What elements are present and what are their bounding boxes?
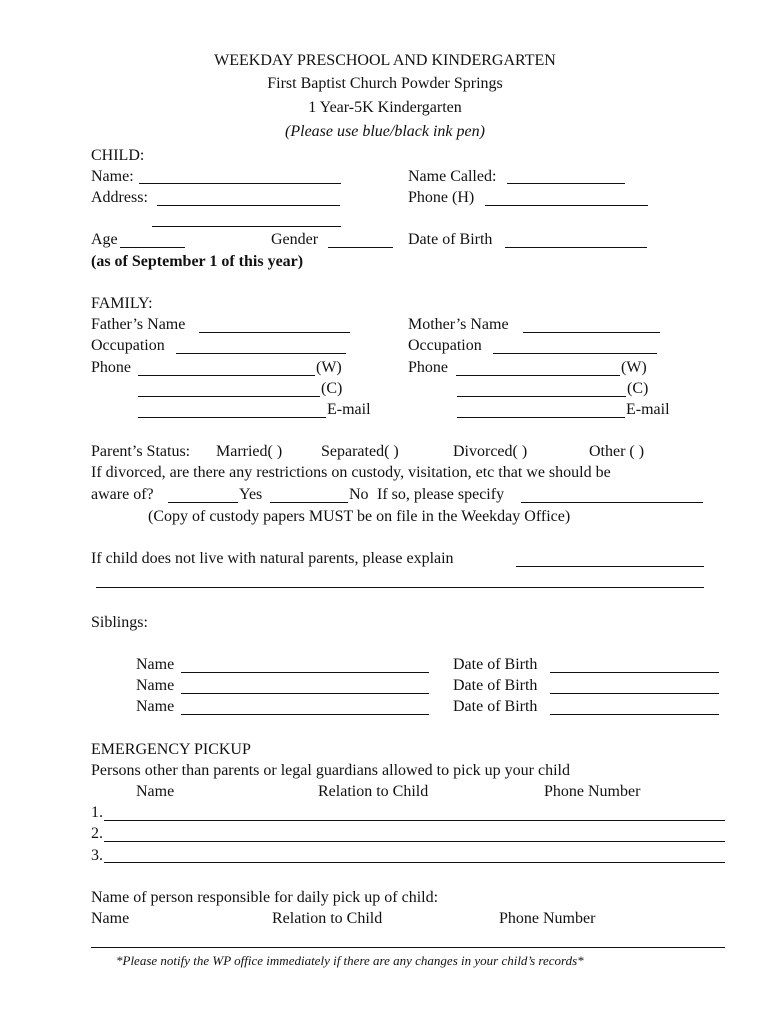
- sibling-2-dob-label: Date of Birth: [453, 677, 538, 694]
- phone-home-label: Phone (H): [408, 189, 475, 206]
- emergency-row-1-number: 1.: [91, 804, 103, 821]
- name-called-label: Name Called:: [408, 168, 497, 185]
- footer-note: *Please notify the WP office immediately if there are any changes in your child’s records*: [116, 953, 584, 968]
- daily-col-relation: Relation to Child: [272, 910, 383, 927]
- child-name-field[interactable]: [139, 183, 341, 184]
- mother-occupation-field[interactable]: [493, 353, 657, 354]
- phone-home-field[interactable]: [485, 205, 648, 206]
- family-heading: FAMILY:: [91, 295, 153, 312]
- name-called-field[interactable]: [507, 183, 625, 184]
- sibling-2-name-label: Name: [136, 677, 175, 694]
- age-label: Age: [91, 231, 118, 248]
- father-work-suffix: (W): [316, 359, 342, 376]
- custody-papers-note: (Copy of custody papers MUST be on file in the Weekday Office): [148, 508, 571, 525]
- mother-work-suffix: (W): [621, 359, 647, 376]
- daily-pickup-field[interactable]: [91, 947, 725, 948]
- sibling-3-dob-field[interactable]: [550, 714, 719, 715]
- mother-phone-label: Phone: [408, 359, 448, 376]
- sibling-1-dob-field[interactable]: [550, 672, 719, 673]
- father-occupation-field[interactable]: [176, 353, 346, 354]
- sibling-1-name-label: Name: [136, 656, 175, 673]
- mother-email-field[interactable]: [457, 417, 625, 418]
- father-name-field[interactable]: [199, 332, 350, 333]
- custody-question: If divorced, are there any restrictions on custody, visitation, etc that we should be: [91, 464, 611, 481]
- specify-label: If so, please specify: [377, 486, 505, 503]
- natural-parents-field-line-2[interactable]: [96, 587, 704, 588]
- child-heading: CHILD:: [91, 147, 145, 164]
- emergency-row-1-field[interactable]: [104, 820, 725, 821]
- mother-phone-work-field[interactable]: [456, 375, 620, 376]
- parent-status-label: Parent’s Status:: [91, 443, 191, 460]
- sibling-1-name-field[interactable]: [181, 672, 429, 673]
- emergency-row-3-field[interactable]: [104, 862, 725, 863]
- status-separated-checkbox[interactable]: Separated( ): [321, 443, 399, 460]
- grade-range: 1 Year-5K Kindergarten: [308, 99, 462, 116]
- address-label: Address:: [91, 189, 148, 206]
- emergency-col-relation: Relation to Child: [318, 783, 429, 800]
- emergency-row-3-number: 3.: [91, 847, 103, 864]
- status-divorced-checkbox[interactable]: Divorced( ): [453, 443, 528, 460]
- emergency-col-phone: Phone Number: [544, 783, 641, 800]
- mother-occupation-label: Occupation: [408, 337, 482, 354]
- address-field-line-2[interactable]: [152, 226, 341, 227]
- aware-of-label: aware of?: [91, 486, 154, 503]
- no-label: No: [349, 486, 369, 503]
- gender-label: Gender: [271, 231, 319, 248]
- emergency-description: Persons other than parents or legal guardians allowed to pick up your child: [91, 762, 570, 779]
- natural-parents-label: If child does not live with natural parents, please explain: [91, 550, 454, 567]
- sibling-2-name-field[interactable]: [181, 693, 429, 694]
- emergency-heading: EMERGENCY PICKUP: [91, 741, 251, 758]
- father-occupation-label: Occupation: [91, 337, 165, 354]
- restriction-yes-field[interactable]: [168, 502, 238, 503]
- father-phone-label: Phone: [91, 359, 131, 376]
- daily-col-phone: Phone Number: [499, 910, 596, 927]
- sibling-1-dob-label: Date of Birth: [453, 656, 538, 673]
- mother-email-label: E-mail: [626, 401, 670, 418]
- dob-field[interactable]: [505, 247, 647, 248]
- address-field-line-1[interactable]: [157, 205, 340, 206]
- father-cell-suffix: (C): [321, 380, 343, 397]
- mother-phone-cell-field[interactable]: [457, 396, 626, 397]
- ink-instruction: (Please use blue/black ink pen): [285, 123, 485, 140]
- sibling-2-dob-field[interactable]: [550, 693, 719, 694]
- status-other-checkbox[interactable]: Other ( ): [589, 443, 645, 460]
- mother-name-field[interactable]: [523, 332, 660, 333]
- emergency-row-2-number: 2.: [91, 825, 103, 842]
- form-title: WEEKDAY PRESCHOOL AND KINDERGARTEN: [214, 52, 556, 69]
- yes-label: Yes: [239, 486, 263, 503]
- father-email-field[interactable]: [138, 417, 326, 418]
- sibling-3-name-label: Name: [136, 698, 175, 715]
- siblings-heading: Siblings:: [91, 614, 148, 631]
- age-field[interactable]: [120, 247, 185, 248]
- father-name-label: Father’s Name: [91, 316, 186, 333]
- daily-pickup-heading: Name of person responsible for daily pick up of child:: [91, 889, 439, 906]
- emergency-col-name: Name: [136, 783, 175, 800]
- father-phone-cell-field[interactable]: [138, 396, 320, 397]
- sibling-3-dob-label: Date of Birth: [453, 698, 538, 715]
- restriction-no-field[interactable]: [270, 502, 348, 503]
- status-married-checkbox[interactable]: Married( ): [216, 443, 283, 460]
- gender-field[interactable]: [328, 247, 393, 248]
- daily-col-name: Name: [91, 910, 130, 927]
- mother-name-label: Mother’s Name: [408, 316, 509, 333]
- age-note: (as of September 1 of this year): [91, 253, 304, 270]
- natural-parents-field-line-1[interactable]: [516, 566, 704, 567]
- emergency-row-2-field[interactable]: [104, 841, 725, 842]
- specify-field[interactable]: [521, 502, 703, 503]
- church-name: First Baptist Church Powder Springs: [267, 75, 503, 92]
- child-name-label: Name:: [91, 168, 134, 185]
- father-phone-work-field[interactable]: [138, 375, 315, 376]
- mother-cell-suffix: (C): [627, 380, 649, 397]
- father-email-label: E-mail: [327, 401, 371, 418]
- sibling-3-name-field[interactable]: [181, 714, 429, 715]
- dob-label: Date of Birth: [408, 231, 493, 248]
